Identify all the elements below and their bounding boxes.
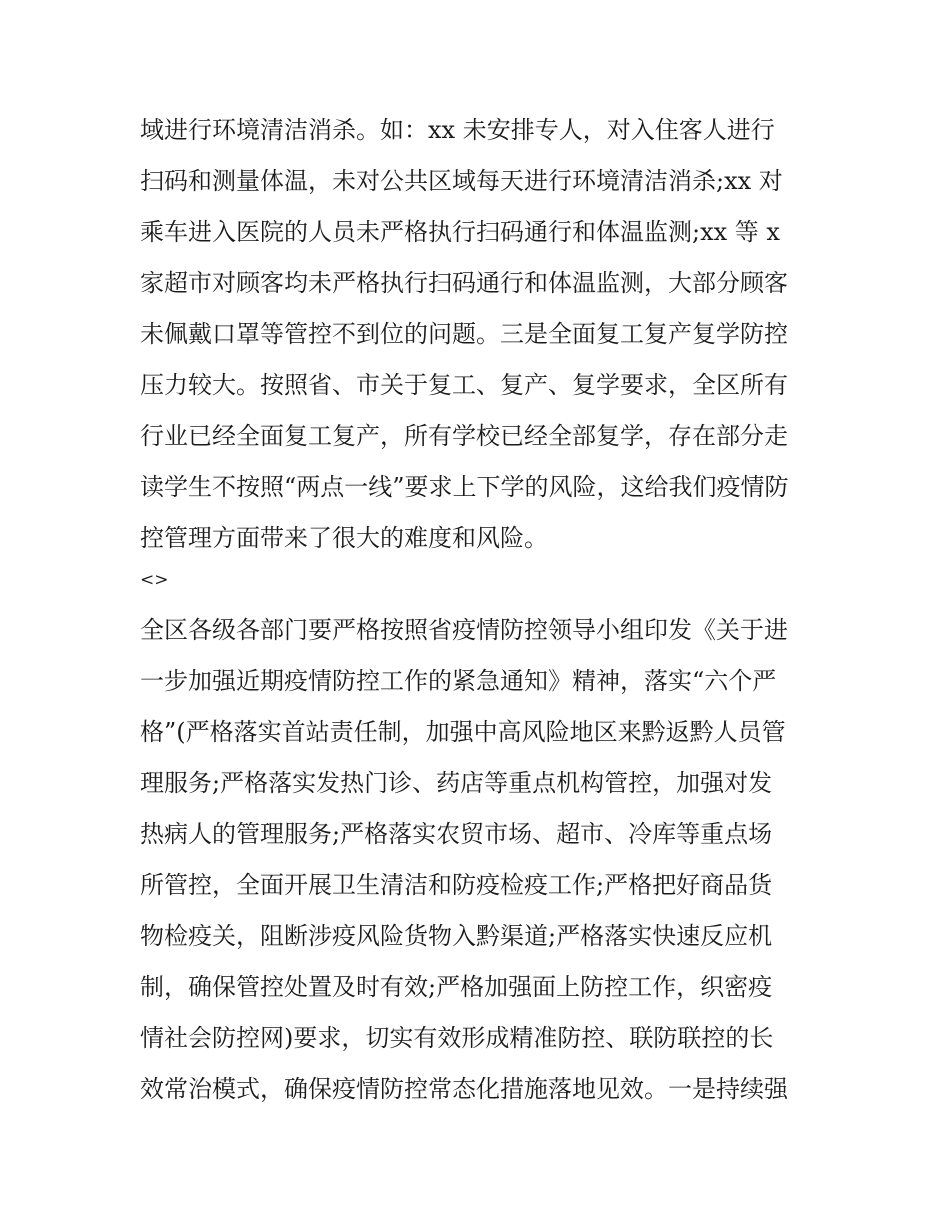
text-line: 全区各级各部门要严格按照省疫情防控领导小组印发《关于进 — [140, 616, 788, 644]
text-line: 格”(严格落实首站责任制，加强中高风险地区来黔返黔人员管 — [140, 718, 786, 746]
text-line: 情社会防控网)要求，切实有效形成精准防控、联防联控的长 — [140, 1024, 774, 1052]
text-line: 乘车进入医院的人员未严格执行扫码通行和体温监测;xx 等 x — [140, 218, 780, 246]
text-line: 家超市对顾客均未严格执行扫码通行和体温监测，大部分顾客 — [140, 269, 788, 297]
text-line: 域进行环境清洁消杀。如：xx 未安排专人，对入住客人进行 — [140, 116, 775, 144]
text-line: 效常治模式，确保疫情防控常态化措施落地见效。一是持续强 — [140, 1075, 788, 1103]
text-line: 理服务;严格落实发热门诊、药店等重点机构管控，加强对发 — [140, 769, 773, 797]
text-line: 物检疫关，阻断涉疫风险货物入黔渠道;严格落实快速反应机 — [140, 922, 773, 950]
text-line: 未佩戴口罩等管控不到位的问题。三是全面复工复产复学防控 — [140, 320, 788, 348]
text-line: 所管控，全面开展卫生清洁和防疫检疫工作;严格把好商品货 — [140, 871, 773, 899]
text-line: 压力较大。按照省、市关于复工、复产、复学要求，全区所有 — [140, 371, 788, 399]
text-line: 读学生不按照“两点一线”要求上下学的风险，这给我们疫情防 — [140, 473, 789, 501]
text-line: 热病人的管理服务;严格落实农贸市场、超市、冷库等重点场 — [140, 820, 773, 848]
text-line: 控管理方面带来了很大的难度和风险。 — [140, 524, 548, 552]
text-line: 扫码和测量体温，未对公共区域每天进行环境清洁消杀;xx 对 — [140, 167, 783, 195]
section-separator: <> — [140, 570, 169, 590]
text-line: 制，确保管控处置及时有效;严格加强面上防控工作，织密疫 — [140, 973, 773, 1001]
text-line: 一步加强近期疫情防控工作的紧急通知》精神，落实“六个严 — [140, 667, 777, 695]
text-line: 行业已经全面复工复产，所有学校已经全部复学，存在部分走 — [140, 422, 788, 450]
